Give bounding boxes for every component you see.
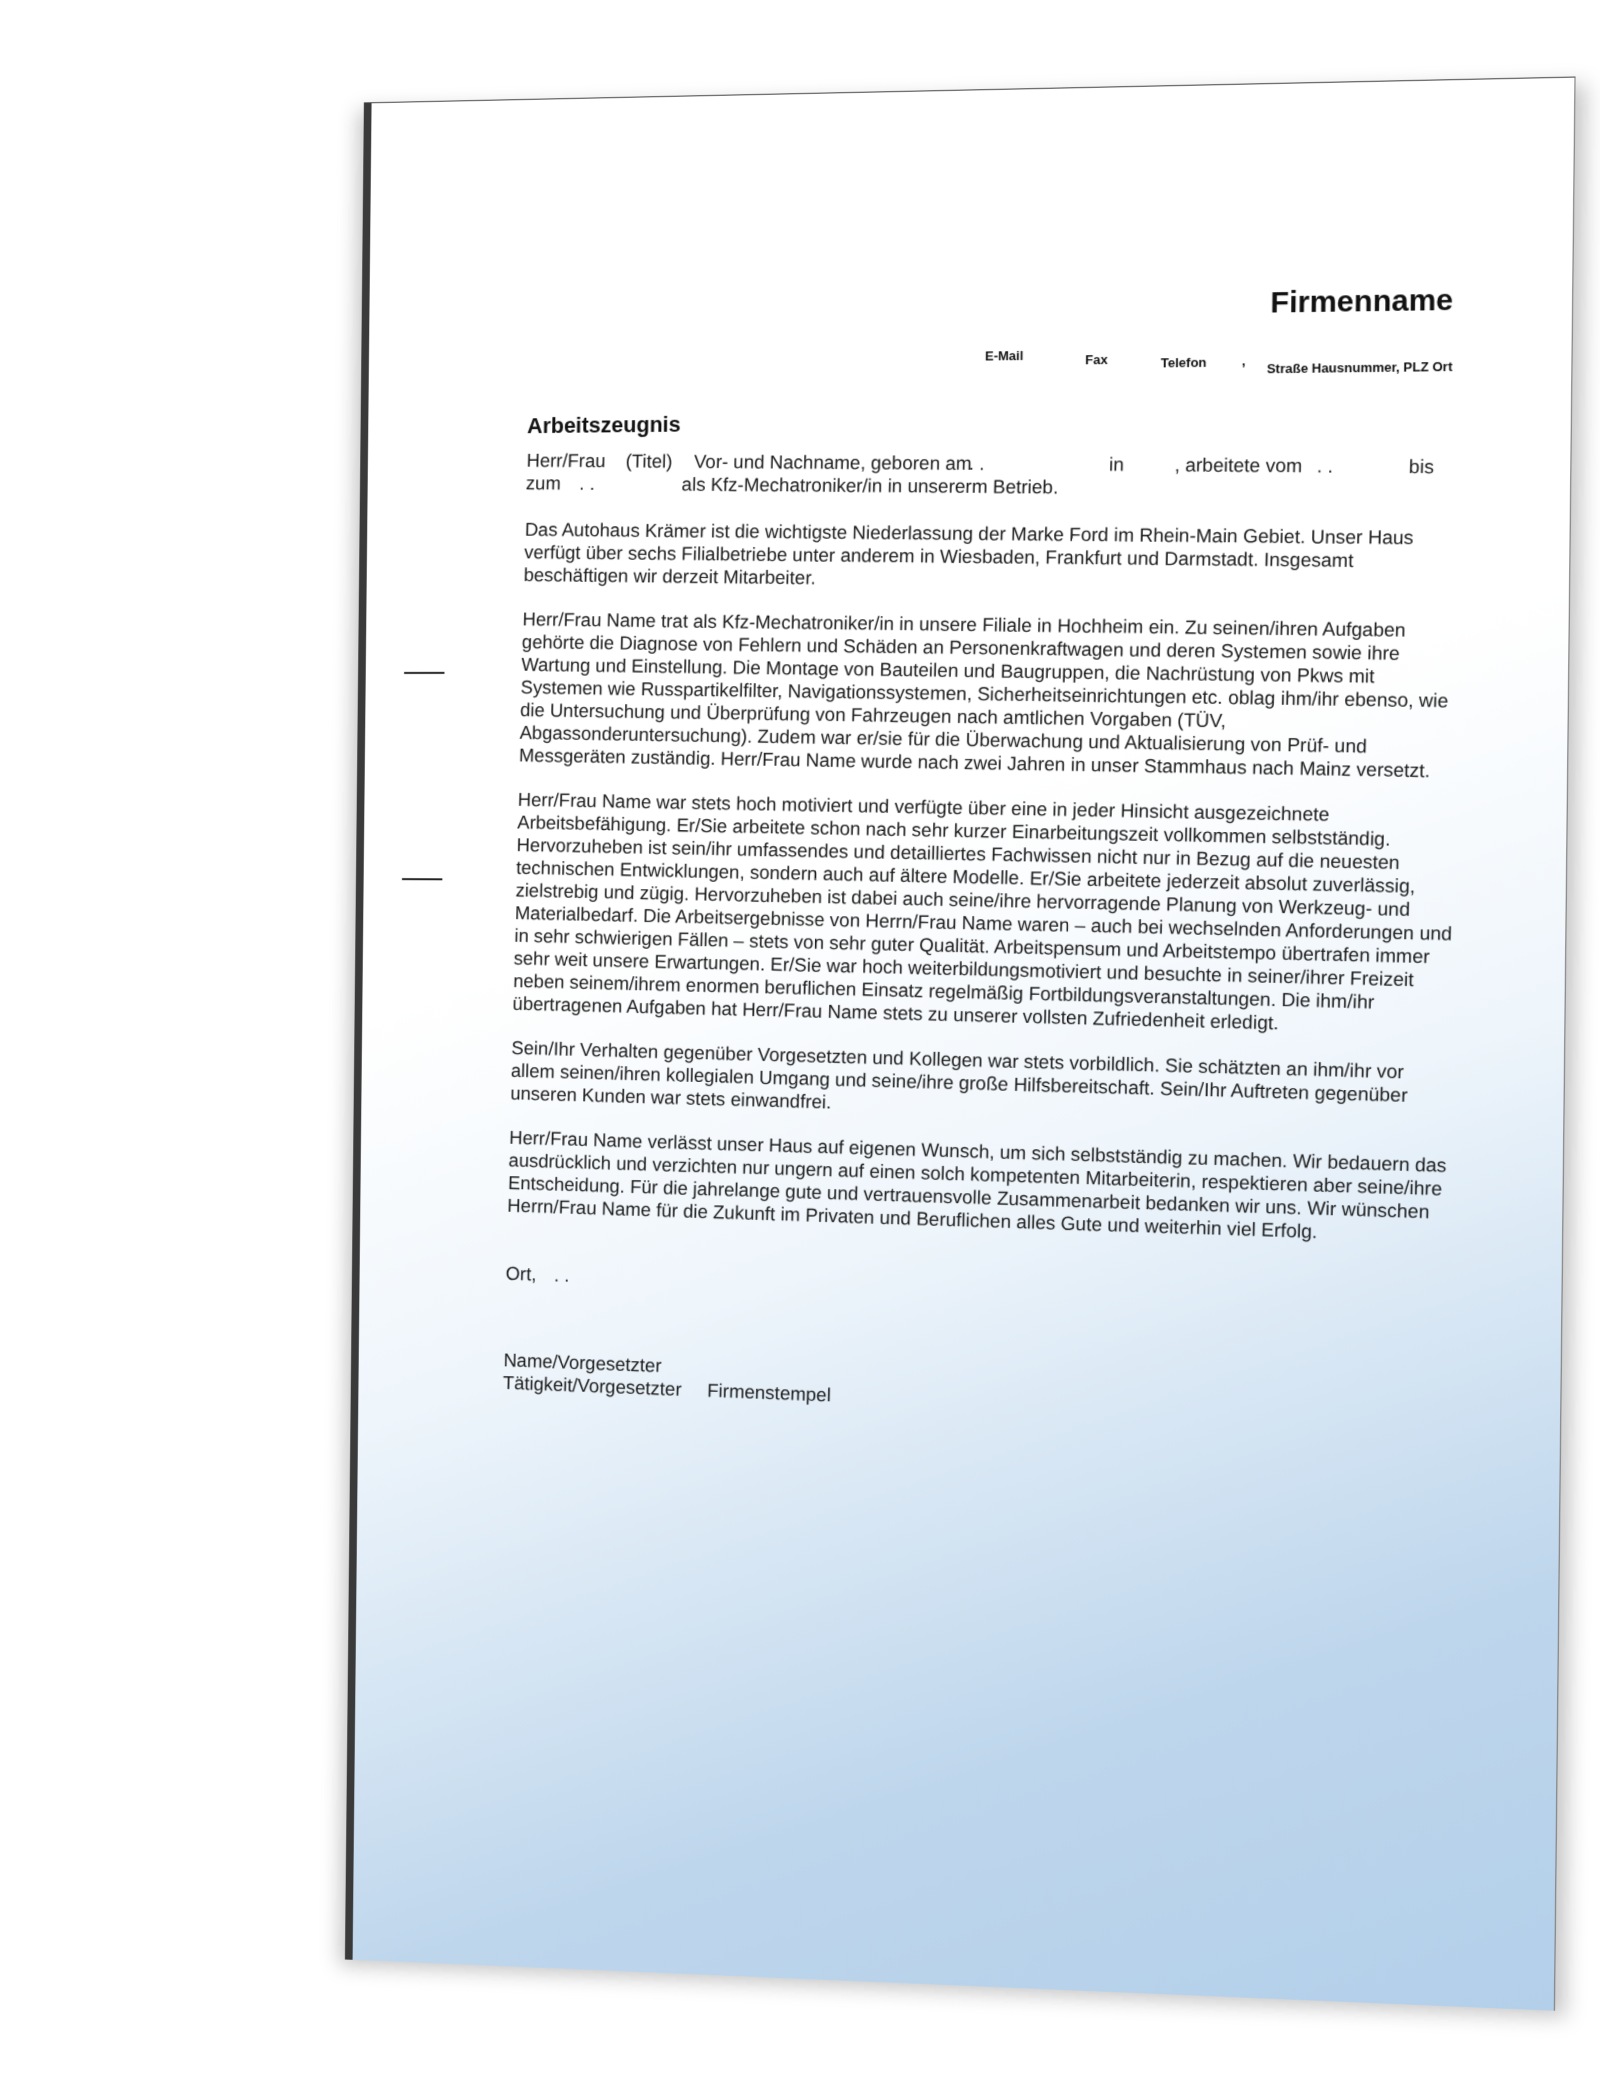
- place-date-label: Ort,: [505, 1263, 537, 1286]
- signer-name: Name/Vorgesetzter: [503, 1350, 662, 1378]
- intro-in-label: in: [1108, 454, 1125, 476]
- phone-label: Telefon: [1160, 354, 1207, 371]
- intro-birth-date-dots: . .: [968, 453, 985, 475]
- paragraph-conduct: Sein/Ihr Verhalten gegenüber Vorgesetzten und Kollegen war stets vorbildlich. Sie schätzten an ihm/ihr vor allem seinen/ihren kollegialen Umgang und seine/ihre große Hilfsbereitschaft. Sein/Ihr Auftreten gegenüber unseren Kunden war stets einwandfrei.: [510, 1038, 1408, 1114]
- signer-role: Tätigkeit/Vorgesetzter: [502, 1373, 682, 1401]
- intro-salutation: Herr/Frau: [526, 450, 606, 473]
- intro-role: als Kfz-Mechatroniker/in in unsererm Betrieb.: [681, 474, 1059, 499]
- intro-name-born: Vor- und Nachname, geboren am: [693, 452, 972, 475]
- email-label: E-Mail: [984, 348, 1024, 364]
- document-page: [345, 77, 1576, 2011]
- document-body: [502, 450, 1466, 1458]
- intro-end-date-dots: . .: [579, 473, 596, 495]
- company-address: Straße Hausnummer, PLZ Ort: [1266, 358, 1453, 377]
- page-sheet: [345, 77, 1576, 2011]
- fax-label: Fax: [1085, 351, 1108, 368]
- paragraph-duties: Herr/Frau Name trat als Kfz-Mechatroniker/in in unsere Filiale in Hochheim ein. Zu seinen/ihren Aufgaben gehörte die Diagnose von Fehlern und Schäden an Personenkraftwagen und deren Systemen sowie ihre Wartung und Einstellung. Die Montage von Bauteilen und Baugruppen, die Nachrüstung von Pkws mit Systemen wie Russpartikelfilter, Navigationssystemen, Sicherheitseinrichtungen etc. oblag ihm/ihr ebenso, wie die Untersuchung und Überprüfung von Fahrzeugen nach amtlichen Vorgaben (TÜV, Abgassonderuntersuchung). Zudem war er/sie für die Überwachung und Aktualisierung von Prüf- und Messgeräten zuständig. Herr/Frau Name wurde nach zwei Jahren in unser Stammhaus nach Mainz versetzt.: [518, 609, 1449, 783]
- intro-to-label: bis: [1408, 456, 1435, 479]
- company-stamp-label: Firmenstempel: [706, 1380, 832, 1407]
- intro-zum-label: zum: [525, 473, 562, 495]
- fold-mark: [404, 672, 444, 674]
- paragraph-performance: Herr/Frau Name war stets hoch motiviert und verfügte über eine in jeder Hinsicht ausgezeichnete Arbeitsbefähigung. Er/Sie arbeitete schon nach sehr kurzer Einarbeitungszeit vollkommen selbstständig. Hervorzuheben ist sein/ihr umfassendes und detailliertes Fachwissen nicht nur in Bezug auf die neuesten technischen Entwicklungen, sondern auch auf ältere Modelle. Er/Sie arbeitete jederzeit absolut zuverlässig, zielstrebig und zügig. Hervorzuheben ist dabei auch seine/ihre hervorragende Planung von Werkzeug- und Materialbedarf. Die Arbeitsergebnisse von Herrn/Frau Name waren – auch bei wechselnden Anforderungen und in sehr schwierigen Fällen – stets von sehr guter Qualität. Arbeitspensum und Arbeitstempo übertrafen immer sehr weit unsere Erwartungen. Er/Sie war hoch weiterbildungsmotiviert und besuchte in seiner/ihrer Freizeit neben seinem/ihrem enormen beruflichen Einsatz regelmäßig Fortbildungsveranstaltungen. Die ihm/ihr übertragenen Aufgaben hat Herr/Frau Name stets zu unserer vollsten Zufriedenheit erledigt.: [512, 789, 1453, 1035]
- closing-block: [502, 1263, 1444, 1458]
- paragraph-company: Das Autohaus Krämer ist die wichtigste Niederlassung der Marke Ford im Rhein-Main Gebiet. Unser Haus verfügt über sechs Filialbetriebe unter anderem in Wiesbaden, Frankfurt und Darmstadt. Insgesamt beschäftigen wir derzeit Mitarbeiter.: [523, 519, 1414, 590]
- company-name: Firmenname: [1270, 283, 1454, 320]
- paragraph-farewell: Herr/Frau Name verlässt unser Haus auf eigenen Wunsch, um sich selbstständig zu machen. Wir bedauern das ausdrücklich und verzichten nur ungern auf einen solch kompetenten Mitarbeiterin, respektieren aber seine/ihre Entscheidung. Für die jahrelange gute und vertrauensvolle Zusammenarbeit bedanken wir uns. Wir wünschen Herrn/Frau Name für die Zukunft im Privaten und Beruflichen alles Gute und weiterhin viel Erfolg.: [507, 1127, 1447, 1244]
- intro-start-date-dots: . .: [1316, 456, 1334, 478]
- intro-title-field: (Titel): [625, 451, 673, 473]
- document-title: Arbeitszeugnis: [527, 411, 681, 439]
- contact-separator: ,: [1241, 353, 1246, 369]
- intro-paragraph: [526, 450, 1466, 503]
- punch-mark: [402, 878, 442, 880]
- letterhead-contacts: [984, 343, 1453, 377]
- intro-worked-from: , arbeitete vom: [1174, 455, 1303, 478]
- closing-date-dots: . .: [553, 1265, 570, 1287]
